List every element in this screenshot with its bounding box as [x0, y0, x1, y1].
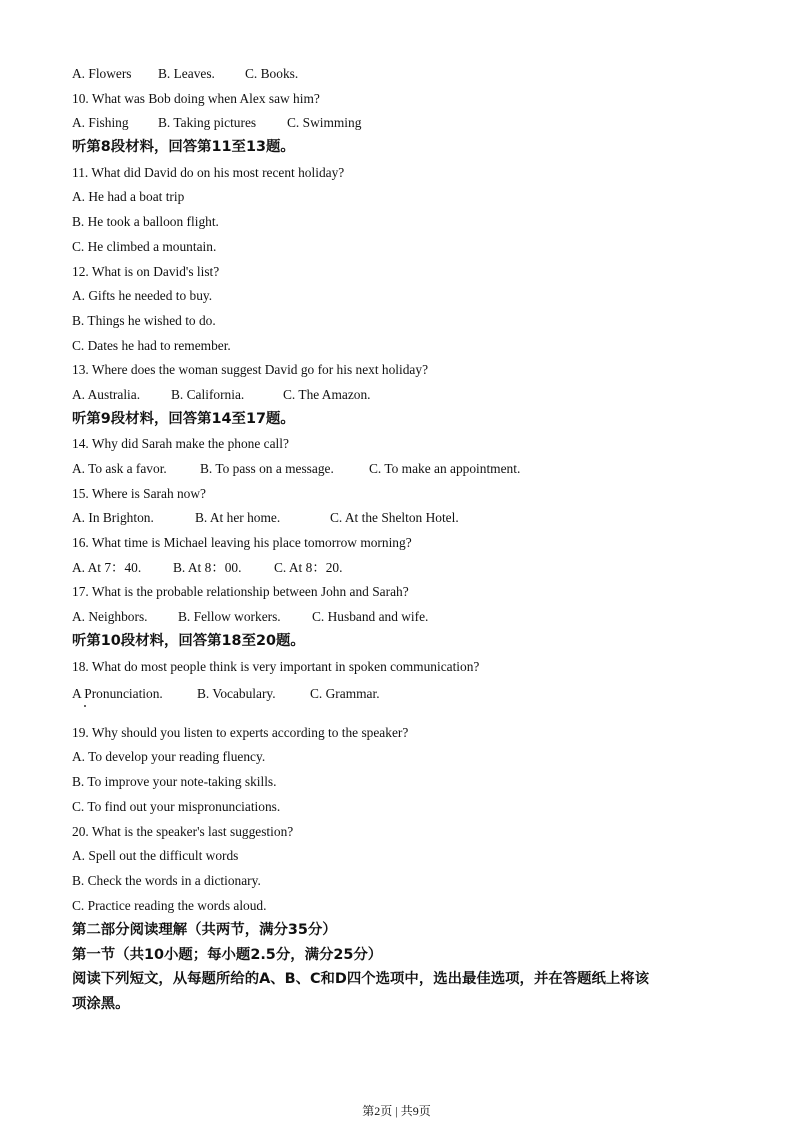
options-q15: [72, 510, 459, 526]
instructions-line-1: 阅读下列短文，从每题所给的A、B、C和D四个选项中，选出最佳选项，并在答题纸上将该: [72, 971, 650, 987]
question-18: 18. What do most people think is very important in spoken communication?: [72, 659, 480, 674]
options-q18: [72, 686, 380, 702]
option-b: B. California.: [171, 387, 245, 402]
instructions-line-2: 项涂黑。: [72, 996, 130, 1012]
option-12a: A. Gifts he needed to buy.: [72, 288, 213, 303]
option-a: A. To ask a favor.: [72, 461, 167, 476]
section-heading-9: 听第9段材料，回答第14至17题。: [72, 411, 295, 427]
option-c: C. At the Shelton Hotel.: [330, 510, 459, 525]
option-b: B. Taking pictures: [158, 115, 257, 130]
options-q14: [72, 461, 521, 477]
question-16: 16. What time is Michael leaving his place tomorrow morning?: [72, 535, 412, 550]
part-two-heading: 第二部分阅读理解（共两节，满分35分）: [72, 922, 337, 938]
option-19a: A. To develop your reading fluency.: [72, 749, 266, 764]
option-c: C. To make an appointment.: [369, 461, 521, 476]
option-11a: A. He had a boat trip: [72, 189, 185, 204]
option-19c: C. To find out your mispronunciations.: [72, 799, 281, 814]
question-14: 14. Why did Sarah make the phone call?: [72, 436, 289, 451]
option-a: A. Fishing: [72, 115, 129, 130]
option-c: C. The Amazon.: [283, 387, 371, 402]
stray-dot: [84, 705, 86, 707]
option-a: A. Neighbors.: [72, 609, 148, 624]
option-c: C. Husband and wife.: [312, 609, 429, 624]
option-b: B. Vocabulary.: [197, 686, 276, 701]
options-q16: [72, 560, 343, 576]
option-c: C. At 8：20.: [274, 560, 343, 575]
option-c: C. Books.: [245, 66, 299, 81]
question-15: 15. Where is Sarah now?: [72, 486, 206, 501]
option-20a: A. Spell out the difficult words: [72, 848, 239, 863]
page-footer: 第2页 | 共9页: [362, 1104, 431, 1118]
options-q10: [72, 115, 362, 131]
options-q13: [72, 387, 371, 403]
option-20b: B. Check the words in a dictionary.: [72, 873, 261, 888]
option-11b: B. He took a balloon flight.: [72, 214, 219, 229]
option-a: A. Flowers: [72, 66, 132, 81]
option-12b: B. Things he wished to do.: [72, 313, 216, 328]
option-b: B. Leaves.: [158, 66, 215, 81]
option-c: C. Swimming: [287, 115, 362, 130]
section-heading-8: 听第8段材料，回答第11至13题。: [72, 139, 295, 155]
option-c: C. Grammar.: [310, 686, 380, 701]
question-11: 11. What did David do on his most recent holiday?: [72, 165, 345, 180]
option-12c: C. Dates he had to remember.: [72, 338, 231, 353]
option-20c: C. Practice reading the words aloud.: [72, 898, 267, 913]
option-b: B. At her home.: [195, 510, 281, 525]
question-10: 10. What was Bob doing when Alex saw him?: [72, 91, 320, 106]
option-b: B. To pass on a message.: [200, 461, 334, 476]
options-q9: [72, 66, 299, 82]
question-13: 13. Where does the woman suggest David go for his next holiday?: [72, 362, 429, 377]
option-a: A. In Brighton.: [72, 510, 154, 525]
section-one-heading: 第一节（共10小题；每小题2.5分，满分25分）: [72, 947, 383, 963]
option-19b: B. To improve your note-taking skills.: [72, 774, 277, 789]
option-a: A. Australia.: [72, 387, 141, 402]
question-20: 20. What is the speaker's last suggestion?: [72, 824, 294, 839]
option-a: A. At 7：40.: [72, 560, 142, 575]
question-12: 12. What is on David's list?: [72, 264, 220, 279]
option-11c: C. He climbed a mountain.: [72, 239, 217, 254]
question-19: 19. Why should you listen to experts according to the speaker?: [72, 725, 409, 740]
section-heading-10: 听第10段材料，回答第18至20题。: [72, 633, 305, 649]
options-q17: [72, 609, 429, 625]
option-b: B. At 8：00.: [173, 560, 242, 575]
question-17: 17. What is the probable relationship between John and Sarah?: [72, 584, 409, 599]
option-a: A Pronunciation.: [72, 686, 163, 701]
option-b: B. Fellow workers.: [178, 609, 281, 624]
